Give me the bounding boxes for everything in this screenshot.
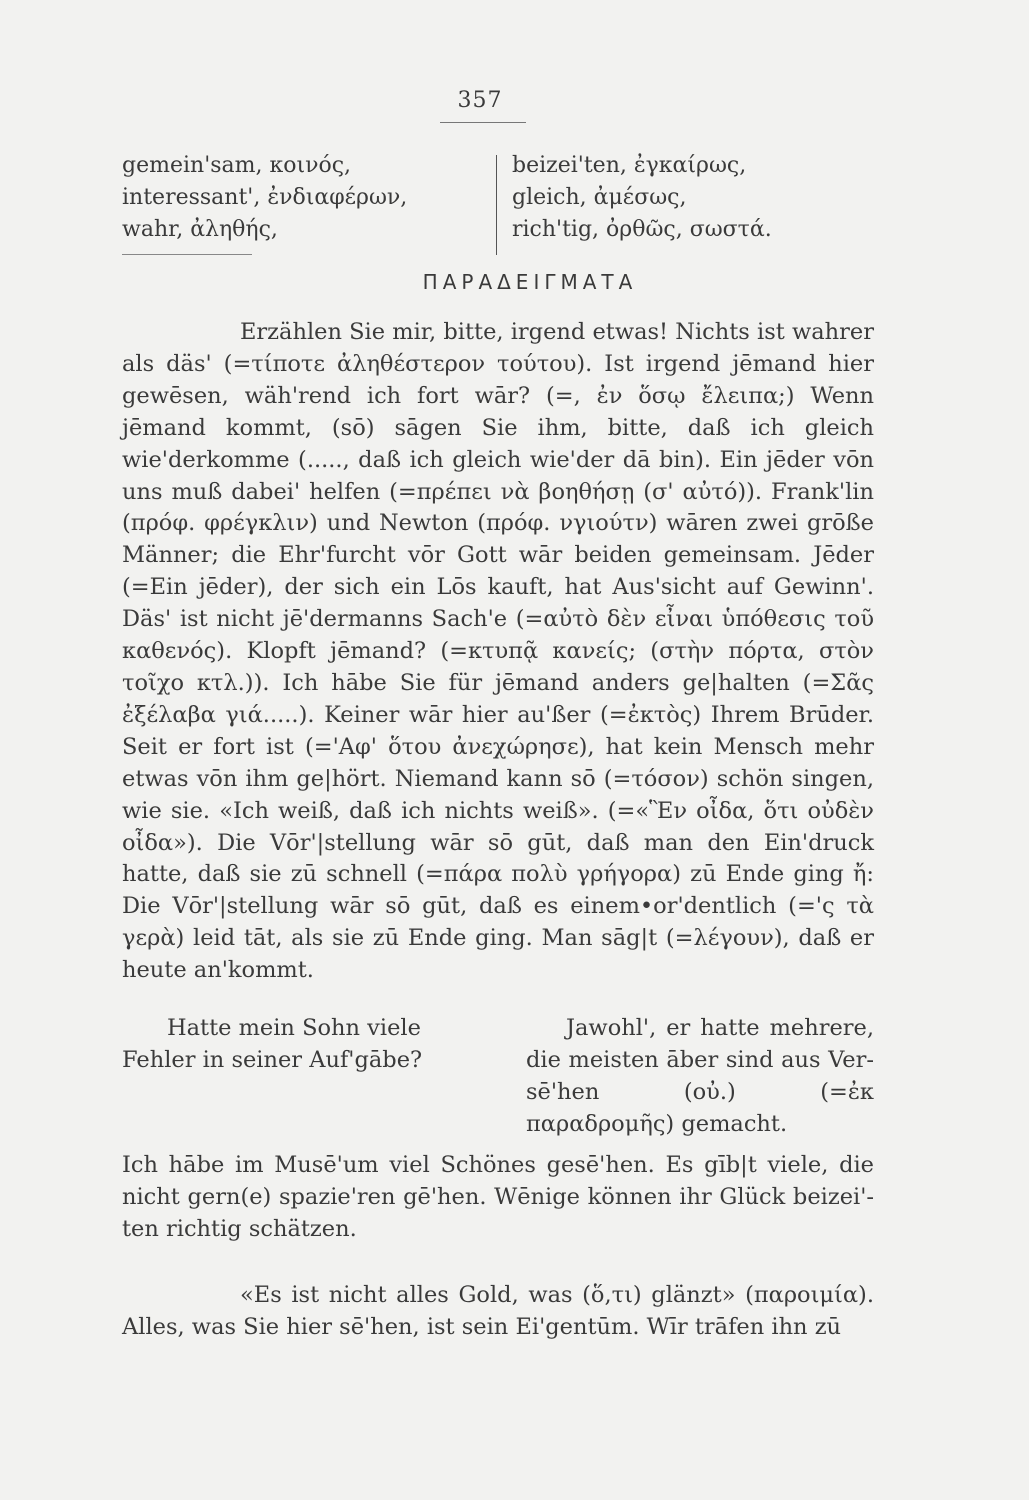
paragraph-museum: Ich hābe im Musē'um viel Schönes gesē'hen. Es gīb|t viele, die nicht gern(e) spazie'ren gē'hen. Wēnige können ihr Glück beizei'-ten richtig schätzen.: [122, 1152, 874, 1242]
vocab-entry: gleich, ἀμέσως,: [512, 185, 687, 210]
vocab-list-right: [512, 150, 912, 246]
vocab-entry: interessant', ἐνδιαφέρων,: [122, 185, 408, 210]
examples-paragraph: Erzählen Sie mir, bitte, irgend etwas! Nichts ist wahrer als däs' (=τίποτε ἀληθέστερον τούτου). Ist irgend jēmand hier gewēsen, wäh'rend ich fort wār? (=, ἐν ὅσῳ ἔλειπα;) Wenn jēmand kommt, (sō) sāgen Sie ihm, bitte, daß ich gleich wie'derkomme (....., daß ich gleich wie'der dā bin). Ein jēder vōn uns muß dabei' helfen (=πρέπει νὰ βοηθήσῃ (σ' αὐτό)). Frank'lin (πρόφ. φρέγκλιν) und Newton (πρόφ. νγιούτν) wāren zwei grōße Männer; die Ehr'furcht vōr Gott wār beiden gemeinsam. Jēder (=Ein jēder), der sich ein Lōs kauft, hat Aus'sicht auf Gewinn'. Däs' ist nicht jē'dermanns Sach'e (=αὐτὸ δὲν εἶναι ὑπόθεσις τοῦ καθενός). Klopft jēmand? (=κτυπᾷ κανείς; (στὴν πόρτα, στὸν τοῖχο κτλ.)). Ich hābe Sie für jēmand anders ge|halten (=Σᾶς ἐξέλαβα γιά.....). Keiner wār hier au'ßer (=ἐκτὸς) Ihrem Brūder. Seit er fort ist (='Αφ' ὅτου ἀνεχώρησε), hat kein Mensch mehr etwas vōn ihm ge|hört. Niemand kann sō (=τόσον) schön singen, wie sie. «Ich weiß, daß ich nichts weiß». (=«Ἓν οἶδα, ὅτι οὐδὲν οἶδα»). Die Vōr'|stellung wār sō gūt, daß man den Ein'druck hatte, daß sie zū schnell (=πάρα πολὺ γρήγορα) zū Ende ging ἤ: Die Vōr'|stellung wār sō gūt, daß es einem•or'dentlich (='ς τὰ γερὰ) leid tāt, als sie zū Ende ging. Man sāg|t (=λέγουν), daß er heute an'kommt.: [122, 319, 874, 984]
page-number-rule: [440, 122, 526, 123]
page-number: 357: [457, 88, 503, 113]
vocab-entry: beizei'ten, ἐγκαίρως,: [512, 153, 747, 178]
vocab-list-left: [122, 150, 492, 246]
dialog-question: Hatte mein Sohn viele Fehler in seiner Auf'gābe?: [122, 1015, 423, 1073]
paragraph-proverb: «Es ist nicht alles Gold, was (ὅ,τι) glänzt» (παροιμία). Alles, was Sie hier sē'hen, ist sein Ei'gentūm. Wīr trāfen ihn zū: [122, 1282, 874, 1340]
vocab-underline: [122, 254, 252, 255]
vocab-entry: wahr, ἀληθής,: [122, 217, 278, 242]
dialog-answer: Jawohl', er hatte mehrere, die meisten āber sind aus Ver-sē'hen (οὐ.) (=ἐκ παραδρομῆς) gemacht.: [526, 1015, 874, 1137]
vocab-divider: [496, 155, 497, 255]
section-heading: ΠΑΡΑΔΕΙΓΜΑΤΑ: [422, 270, 638, 294]
vocab-entry: rich'tig, ὀρθῶς, σωστά.: [512, 217, 772, 242]
vocab-entry: gemein'sam, κοινός,: [122, 153, 352, 178]
